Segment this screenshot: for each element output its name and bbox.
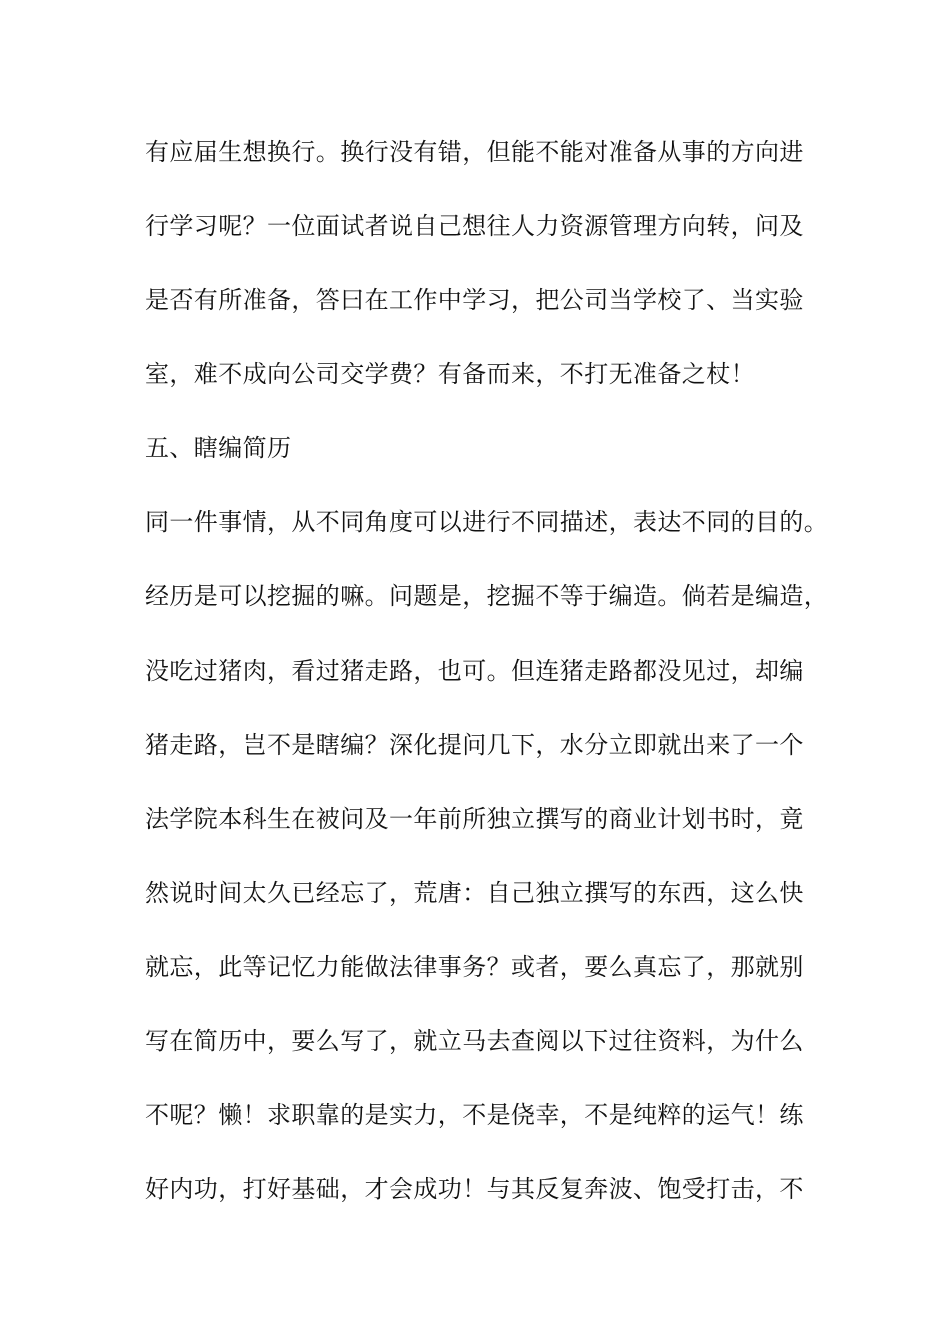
text-line: 法学院本科生在被问及一年前所独立撰写的商业计划书时，竟 <box>145 805 804 833</box>
text-line: 不呢？懒！求职靠的是实力，不是侥幸，不是纯粹的运气！练 <box>145 1101 804 1129</box>
text-line: 猪走路，岂不是瞎编？深化提问几下，水分立即就出来了一个 <box>145 731 804 759</box>
text-line: 行学习呢？一位面试者说自己想往人力资源管理方向转，问及 <box>145 212 804 240</box>
text-line: 写在简历中，要么写了，就立马去查阅以下过往资料，为什么 <box>145 1027 804 1055</box>
text-line: 室，难不成向公司交学费？有备而来，不打无准备之杖！ <box>145 360 755 388</box>
text-line: 经历是可以挖掘的嘛。问题是，挖掘不等于编造。倘若是编造， <box>145 582 829 610</box>
text-line: 然说时间太久已经忘了，荒唐：自己独立撰写的东西，这么快 <box>145 879 804 907</box>
text-line: 好内功，打好基础，才会成功！与其反复奔波、饱受打击，不 <box>145 1175 804 1203</box>
section-heading: 五、瞎编简历 <box>145 434 292 462</box>
text-line: 同一件事情，从不同角度可以进行不同描述，表达不同的目的。 <box>145 508 829 536</box>
text-line: 没吃过猪肉，看过猪走路，也可。但连猪走路都没见过，却编 <box>145 657 804 685</box>
text-line: 是否有所准备，答曰在工作中学习，把公司当学校了、当实验 <box>145 286 804 314</box>
text-line: 有应届生想换行。换行没有错，但能不能对准备从事的方向进 <box>145 138 804 166</box>
text-line: 就忘，此等记忆力能做法律事务？或者，要么真忘了，那就别 <box>145 953 804 981</box>
